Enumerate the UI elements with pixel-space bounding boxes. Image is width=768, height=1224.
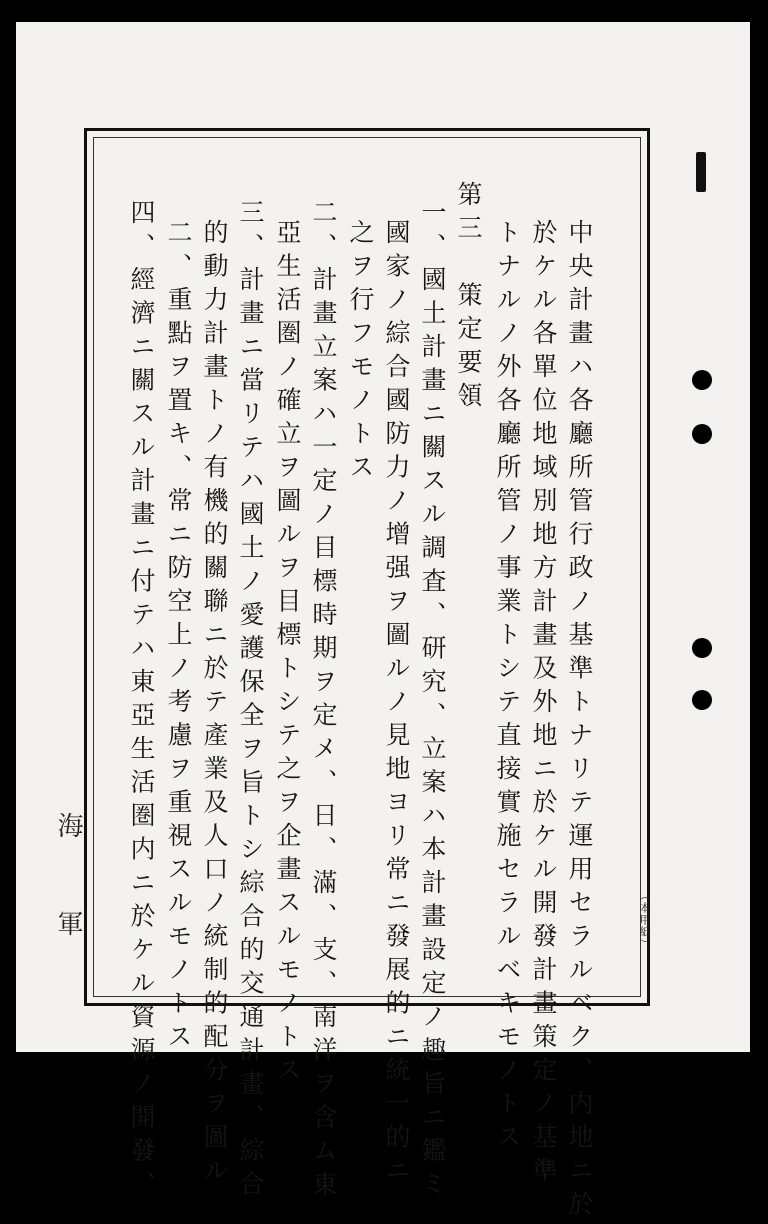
punch-hole-1 bbox=[692, 370, 712, 390]
text-column-9: 亞生活圏ノ確立ヲ圖ルヲ目標トシテ之ヲ企畫スルモノトス bbox=[273, 219, 302, 1090]
text-column-7: 之ヲ行フモノトス bbox=[346, 219, 375, 487]
punch-hole-3 bbox=[692, 638, 712, 658]
text-column-3: トナルノ外各廳所管ノ事業トシテ直接實施セラルベキモノトス bbox=[493, 219, 522, 1157]
ruled-frame bbox=[84, 128, 650, 1224]
text-column-2: 於ケル各單位地域別地方計畫及外地ニ於ケル開發計畫策定ノ基準 bbox=[529, 219, 558, 1191]
text-column-5: 一、國土計畫ニ關スル調査、研究、立案ハ本計畫設定ノ趣旨ニ鑑ミ bbox=[418, 199, 447, 1204]
document-page bbox=[16, 22, 750, 1224]
punch-hole-4 bbox=[692, 690, 712, 710]
text-column-11: 的動力計畫トノ有機的關聯ニ於テ產業及人口ノ統制的配分ヲ圖ル bbox=[200, 219, 229, 1191]
punch-hole-2 bbox=[692, 424, 712, 444]
text-column-8: 二、計畫立案ハ一定ノ目標時期ヲ定メ、日、滿、支、南洋ヲ含ム東 bbox=[309, 199, 338, 1204]
margin-note: （本用紙） bbox=[638, 890, 651, 950]
side-label-top: 海 bbox=[53, 812, 83, 838]
text-column-12: 二、重點ヲ置キ、常ニ防空上ノ考慮ヲ重視スルモノトス bbox=[164, 219, 193, 1057]
text-column-6: 國家ノ綜合國防力ノ增强ヲ圖ルノ見地ヨリ常ニ發展的ニ統一的ニ bbox=[382, 219, 411, 1191]
text-column-1: 中央計畫ハ各廳所管行政ノ基準トナリテ運用セラルベク、内地ニ於 bbox=[565, 219, 594, 1224]
ink-mark bbox=[696, 152, 706, 192]
text-column-13: 四、經濟ニ關スル計畫ニ付テハ東亞生活圏内ニ於ケル資源ノ開發、 bbox=[127, 199, 156, 1204]
text-column-10: 三、計畫ニ當リテハ國土ノ愛護保全ヲ旨トシ綜合的交通計畫、綜合 bbox=[236, 199, 265, 1204]
side-label-bottom: 軍 bbox=[53, 910, 83, 936]
section-heading: 第三 策定要領 bbox=[454, 181, 483, 416]
